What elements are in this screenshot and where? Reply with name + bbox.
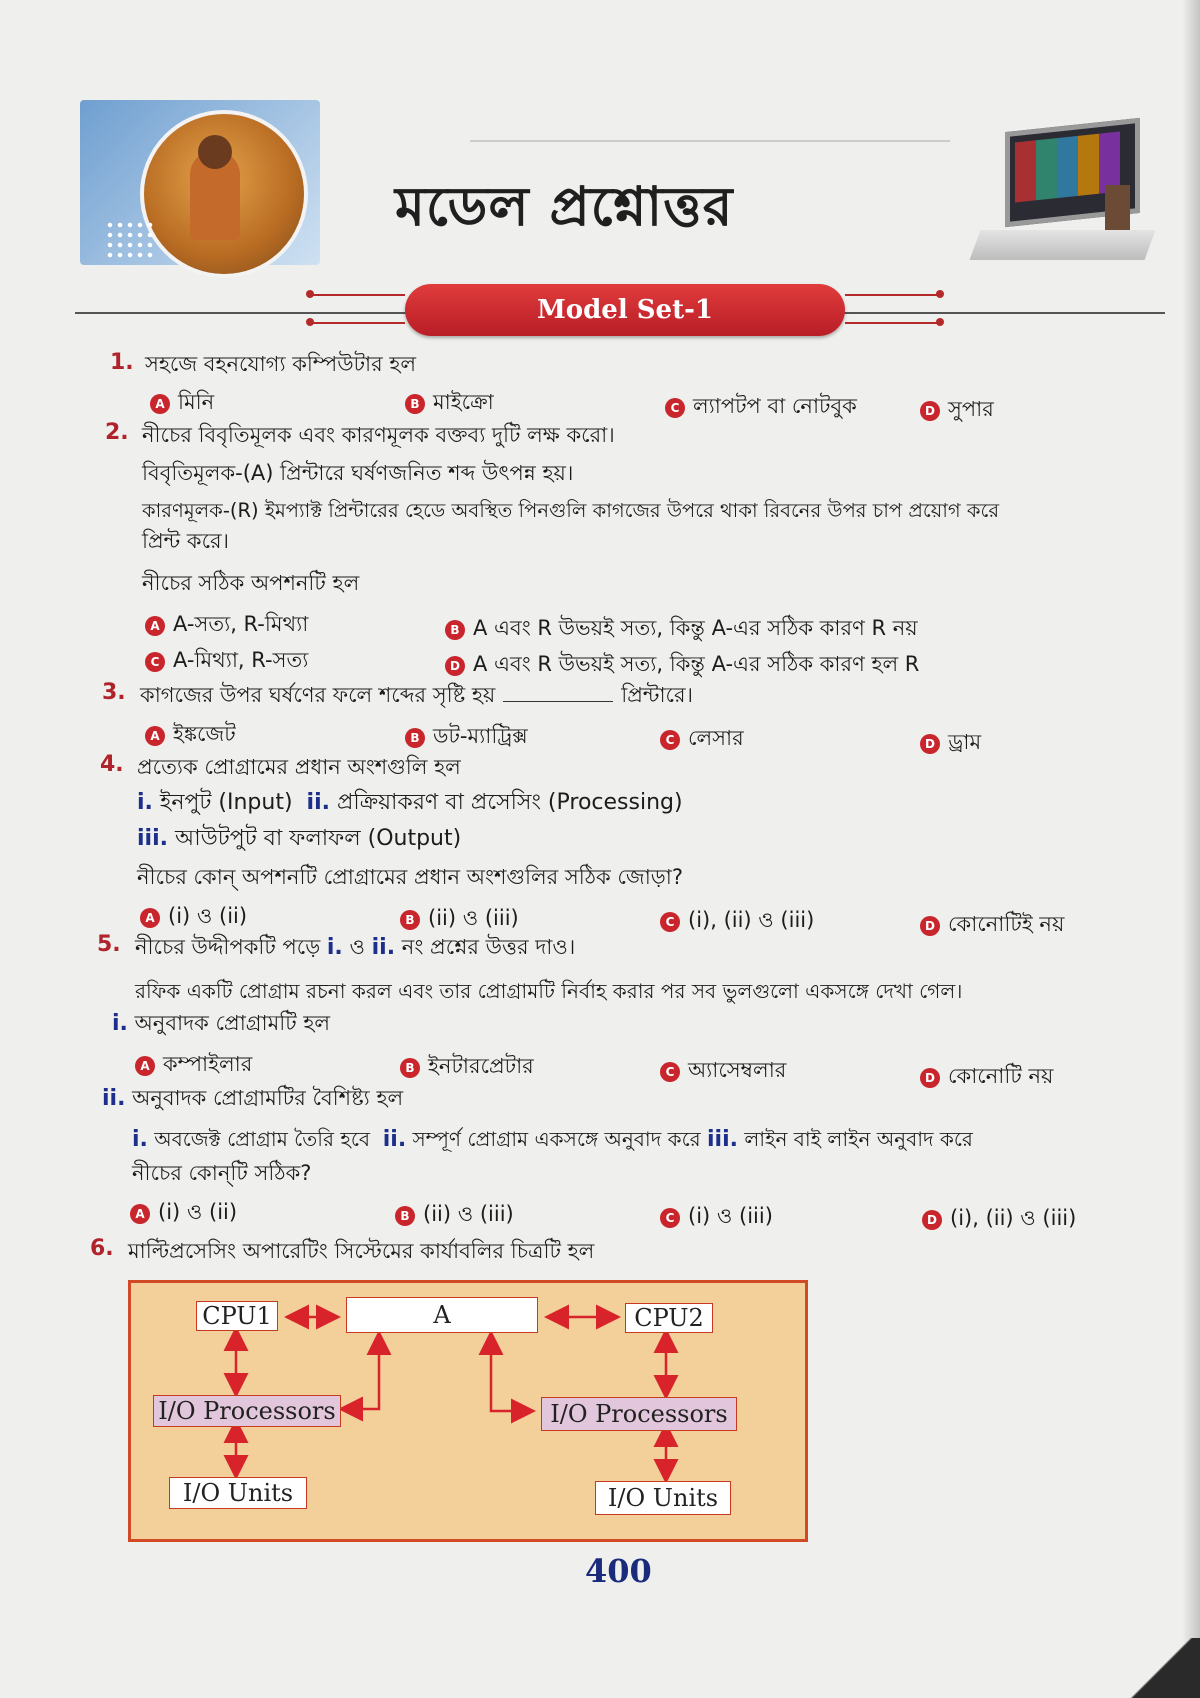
option-a: A মিনি: [150, 386, 214, 421]
banner-line: [310, 322, 405, 324]
question-number: 6.: [90, 1236, 114, 1261]
option-d-badge: D: [920, 401, 940, 421]
page-number: 400: [585, 1552, 652, 1590]
option-b-badge: B: [395, 1206, 415, 1226]
option-a-badge: A: [140, 908, 160, 928]
question-item-iii: iii. আউটপুট বা ফলাফল (Output): [137, 826, 462, 851]
question-prompt: নীচের কোন্‌টি সঠিক?: [132, 1161, 312, 1185]
a-node: A: [346, 1297, 538, 1333]
question-number: 1.: [110, 350, 134, 375]
option-d: D কোনোটিই নয়: [920, 908, 1064, 943]
option-a: A কম্পাইলার: [135, 1048, 252, 1083]
option-c: C লেসার: [660, 722, 744, 757]
banner-dot: [306, 290, 314, 298]
header-divider: [470, 140, 950, 142]
option-b: B A এবং R উভয়ই সত্য, কিন্তু A-এর সঠিক কারণ R নয়: [445, 612, 918, 647]
option-a: A (i) ও (ii): [140, 900, 247, 935]
option-c: C অ্যাসেম্বলার: [660, 1054, 786, 1089]
stimulus-text: রফিক একটি প্রোগ্রাম রচনা করল এবং তার প্রোগ্রামটি নির্বাহ করার পর সব ভুলগুলো একসঙ্গে দেখা গেল।: [135, 979, 963, 1003]
option-d: D সুপার: [920, 393, 994, 428]
option-c: C A-মিথ্যা, R-সত্য: [145, 644, 308, 679]
question-prompt: নীচের সঠিক অপশনটি হল: [142, 571, 360, 595]
option-d: D ড্রাম: [920, 726, 981, 761]
option-d: D A এবং R উভয়ই সত্য, কিন্তু A-এর সঠিক কারণ হল R: [445, 648, 919, 683]
page-corner: [1120, 1638, 1200, 1698]
option-b-badge: B: [400, 910, 420, 930]
option-b-badge: B: [405, 394, 425, 414]
option-c-badge: C: [660, 1208, 680, 1228]
option-a: A (i) ও (ii): [130, 1196, 237, 1231]
question-text: নীচের বিবৃতিমূলক এবং কারণমূলক বক্তব্য দুটি লক্ষ করো।: [142, 423, 615, 447]
question-number: 5.: [97, 932, 121, 957]
option-a: A ইঙ্কজেট: [145, 718, 236, 753]
option-c: C (i), (ii) ও (iii): [660, 904, 814, 939]
option-d-badge: D: [445, 656, 465, 676]
option-a: A A-সত্য, R-মিথ্যা: [145, 608, 308, 643]
option-b: B (ii) ও (iii): [395, 1198, 514, 1233]
question-items: i. ইনপুট (Input) ii. প্রক্রিয়াকরণ বা প্রসেসিং (Processing): [137, 790, 683, 815]
question-text: নীচের উদ্দীপকটি পড়ে i. ও ii. নং প্রশ্নের উত্তর দাও।: [135, 935, 576, 960]
header-illustration-person: [80, 100, 320, 265]
sub-question-ii: ii. অনুবাদক প্রোগ্রামটির বৈশিষ্ট্য হল: [102, 1086, 404, 1111]
question-number: 2.: [105, 420, 129, 445]
banner-line: [845, 322, 940, 324]
option-d: D (i), (ii) ও (iii): [922, 1202, 1076, 1237]
question-text: মাল্টিপ্রসেসিং অপারেটিং সিস্টেমের কার্যাবলির চিত্রটি হল: [128, 1239, 595, 1263]
option-b: B ইনটারপ্রেটার: [400, 1050, 534, 1085]
question-text: প্রত্যেক প্রোগ্রামের প্রধান অংশগুলি হল: [137, 755, 461, 779]
option-c-badge: C: [660, 730, 680, 750]
banner-dot: [936, 318, 944, 326]
model-set-banner: Model Set-1: [405, 284, 845, 336]
option-d-badge: D: [920, 916, 940, 936]
banner-dot: [936, 290, 944, 298]
question-prompt: নীচের কোন্ অপশনটি প্রোগ্রামের প্রধান অংশগুলির সঠিক জোড়া?: [137, 865, 684, 889]
option-a-badge: A: [135, 1056, 155, 1076]
option-c-badge: C: [145, 652, 165, 672]
sub-question-statements: i. অবজেক্ট প্রোগ্রাম তৈরি হবে ii. সম্পূর্ণ প্রোগ্রাম একসঙ্গে অনুবাদ করে iii. লাইন বাই লাইন অনুবাদ করে: [132, 1127, 973, 1152]
question-statement: বিবৃতিমূলক-(A) প্রিন্টারে ঘর্ষণজনিত শব্দ উৎপন্ন হয়।: [142, 461, 574, 485]
option-c: C ল্যাপটপ বা নোটবুক: [665, 390, 857, 425]
io-units-right: I/O Units: [595, 1481, 731, 1515]
option-c-badge: C: [665, 398, 685, 418]
option-a-badge: A: [145, 726, 165, 746]
question-text: সহজে বহনযোগ্য কম্পিউটার হল: [145, 352, 417, 376]
option-c: C (i) ও (iii): [660, 1200, 773, 1235]
option-b: B (ii) ও (iii): [400, 902, 519, 937]
question-reason-cont: প্রিন্ট করে।: [142, 529, 230, 553]
question-reason: কারণমূলক-(R) ইমপ্যাক্ট প্রিন্টারের হেডে অবস্থিত পিনগুলি কাগজের উপরে থাকা রিবনের উপর চাপ প্রয়োগ করে: [142, 499, 1000, 522]
io-units-left: I/O Units: [169, 1477, 307, 1509]
option-a-badge: A: [150, 394, 170, 414]
page-edge-shadow: [1182, 0, 1200, 1698]
option-c-badge: C: [660, 1062, 680, 1082]
option-d-badge: D: [922, 1210, 942, 1230]
option-a-badge: A: [130, 1204, 150, 1224]
banner-dot: [306, 318, 314, 326]
question-number: 3.: [102, 680, 126, 705]
option-d-badge: D: [920, 734, 940, 754]
option-d: D কোনোটি নয়: [920, 1060, 1053, 1095]
sub-question-i: i. অনুবাদক প্রোগ্রামটি হল: [112, 1011, 331, 1036]
cpu1-node: CPU1: [196, 1301, 278, 1331]
banner-line: [845, 294, 940, 296]
option-d-badge: D: [920, 1068, 940, 1088]
multiprocessing-diagram: [128, 1280, 808, 1542]
page-title: মডেল প্রশ্নোত্তর: [395, 175, 734, 238]
option-b-badge: B: [405, 728, 425, 748]
option-a-badge: A: [145, 616, 165, 636]
option-b-badge: B: [400, 1058, 420, 1078]
question-number: 4.: [100, 752, 124, 777]
banner-line: [310, 294, 405, 296]
option-c-badge: C: [660, 912, 680, 932]
question-text: কাগজের উপর ঘর্ষণের ফলে শব্দের সৃষ্টি হয় প্রিন্টারে।: [140, 683, 694, 707]
option-b: B ডট-ম্যাট্রিক্স: [405, 720, 528, 755]
option-b-badge: B: [445, 620, 465, 640]
fill-in-blank: [503, 683, 613, 702]
header-illustration-laptop: [975, 115, 1155, 275]
io-processors-right: I/O Processors: [541, 1397, 737, 1431]
cpu2-node: CPU2: [625, 1303, 713, 1333]
io-processors-left: I/O Processors: [153, 1395, 341, 1427]
option-b: B মাইক্রো: [405, 386, 494, 421]
